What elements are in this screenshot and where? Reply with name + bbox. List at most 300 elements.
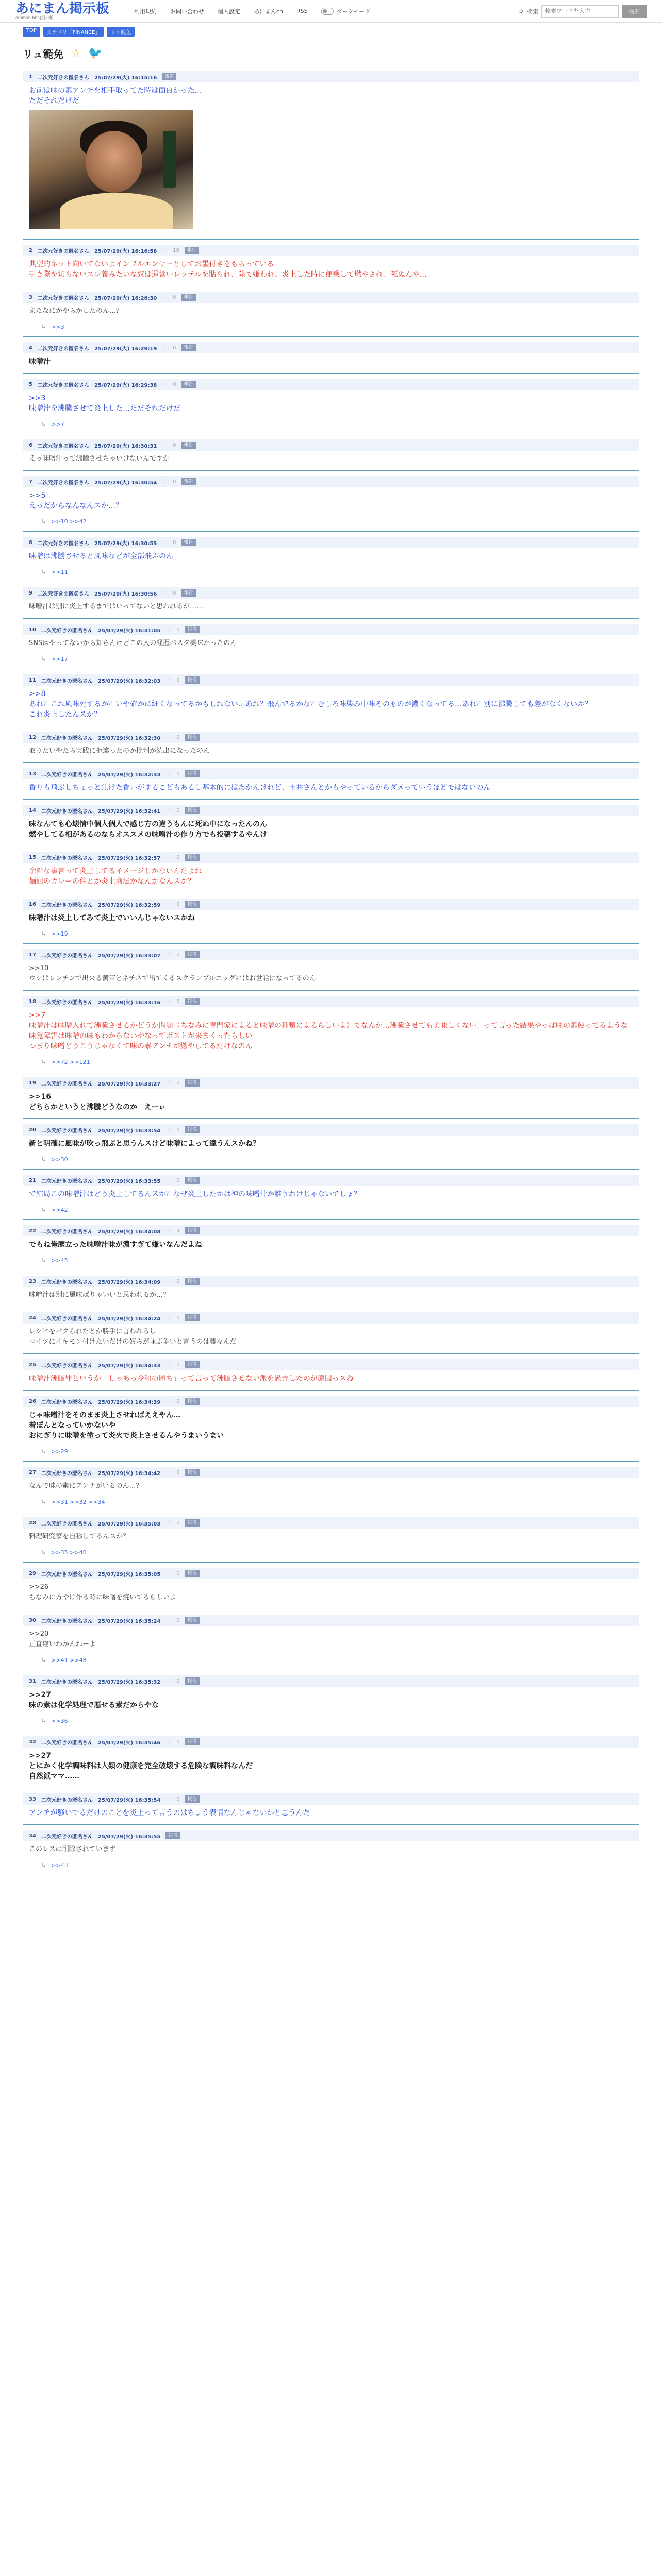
post-body: [23, 256, 639, 280]
post-number[interactable]: 33: [29, 1796, 36, 1802]
like-count: 0: [176, 677, 180, 683]
report-button[interactable]: 報告: [185, 1570, 199, 1577]
post-number[interactable]: 30: [29, 1617, 36, 1623]
search-input[interactable]: [541, 5, 619, 18]
post-text-line: でもね俺歴立った味噌汁味が濃すぎて嫌いなんだよね: [29, 1241, 202, 1249]
heart-icon[interactable]: ♡: [166, 676, 172, 684]
report-button[interactable]: 報告: [162, 73, 176, 80]
reply-icon: ↳: [41, 324, 46, 330]
post: [23, 337, 639, 374]
post-number[interactable]: 17: [29, 952, 36, 958]
post-body: [23, 1324, 639, 1347]
post-author: 二次元好きの匿名さん: [41, 1316, 93, 1322]
post-date: 25/07/29(火) 16:34:33: [97, 1363, 161, 1369]
report-button[interactable]: 報告: [185, 1177, 199, 1184]
report-button[interactable]: 報告: [181, 381, 196, 388]
reply-link[interactable]: >>43: [51, 1862, 68, 1869]
report-button[interactable]: 報告: [185, 1278, 199, 1285]
post-text-line: 着ぼんとなっていかないや: [29, 1421, 115, 1430]
post-text-line: ちなみに方やけ作る時に味噌を焼いてるらしいよ: [29, 1594, 177, 1601]
report-button[interactable]: 報告: [185, 676, 199, 684]
post-author: 二次元好きの匿名さん: [41, 678, 93, 684]
post-date: 25/07/29(火) 16:29:19: [94, 346, 157, 352]
report-button[interactable]: 報告: [185, 1677, 199, 1685]
post-author: 二次元好きの匿名さん: [41, 808, 93, 815]
post-text-line: 余計な事言って炎上してるイメージしかないんだよね: [29, 867, 202, 875]
post-number[interactable]: 7: [29, 479, 32, 485]
heart-icon[interactable]: ♡: [162, 294, 168, 301]
report-button[interactable]: 報告: [185, 901, 199, 908]
post-body: [23, 451, 639, 464]
post-image[interactable]: [29, 110, 193, 229]
reply-link[interactable]: >>19: [51, 930, 68, 937]
post-body: [23, 863, 639, 887]
post-number[interactable]: 31: [29, 1678, 36, 1684]
post-author: 二次元好きの匿名さん: [41, 855, 93, 861]
like-count: 0: [176, 952, 180, 958]
reply-link[interactable]: >>10 >>42: [51, 518, 87, 525]
post: [23, 1609, 639, 1670]
reply-icon: ↳: [41, 930, 46, 937]
report-button[interactable]: 報告: [181, 344, 196, 351]
heart-icon[interactable]: ♡: [162, 442, 168, 449]
post-body: [23, 686, 639, 720]
post-text-line: 自然派ママ……: [29, 1772, 79, 1781]
post-body: [23, 1841, 639, 1855]
heart-icon[interactable]: ♡: [162, 344, 168, 351]
like-count: 0: [173, 345, 176, 351]
post-number[interactable]: 12: [29, 734, 36, 740]
nav-contact[interactable]: お問い合わせ: [170, 8, 204, 15]
reply-links[interactable]: [23, 1650, 639, 1664]
like-count: 0: [173, 479, 176, 485]
post-number[interactable]: 3: [29, 294, 32, 300]
post-text-line: レシピをパクられたとか勝手に言われるし: [29, 1328, 156, 1335]
post-meta: [23, 1568, 639, 1579]
nav-settings[interactable]: 個人設定: [218, 8, 240, 15]
post-meta: [23, 476, 639, 487]
post-number[interactable]: 2: [29, 247, 32, 253]
twitter-share-icon[interactable]: 🐦: [88, 47, 103, 60]
report-button[interactable]: 報告: [185, 998, 199, 1005]
post-meta: [23, 1615, 639, 1626]
report-button[interactable]: 報告: [185, 1126, 199, 1133]
report-button[interactable]: 報告: [185, 1738, 199, 1745]
report-button[interactable]: 報告: [166, 1832, 180, 1839]
post-meta: [23, 1077, 639, 1089]
reply-link[interactable]: >>41 >>48: [51, 1657, 87, 1664]
reply-link[interactable]: >>11: [51, 569, 68, 575]
reply-links[interactable]: [23, 1710, 639, 1724]
like-count: 0: [176, 771, 180, 777]
post-text-line: 引き際を知らないスレ義みたいな奴は運営いレッテルを貼られ、陸で嫌われ、炎上した時に便乗して燃やされ、死ぬんや…: [29, 270, 427, 279]
report-button[interactable]: 報告: [181, 478, 196, 485]
report-button[interactable]: 報告: [185, 951, 199, 958]
post: [23, 1670, 639, 1731]
post-text-line: 新と明確に風味が吹っ飛ぶと思うんスけど味噌によって違うんスかね？: [29, 1140, 260, 1148]
post-author: 二次元好きの匿名さん: [41, 1571, 93, 1578]
heart-icon[interactable]: ♡: [166, 1469, 172, 1476]
post: [23, 1220, 639, 1270]
post-number[interactable]: 23: [29, 1278, 36, 1284]
heart-icon[interactable]: ♡: [166, 1278, 172, 1285]
reply-icon: ↳: [41, 1718, 46, 1724]
reply-links[interactable]: [23, 414, 639, 428]
heart-icon[interactable]: ♡: [162, 247, 168, 254]
post-meta: [23, 949, 639, 960]
post-author: 二次元好きの匿名さん: [41, 953, 93, 959]
post-meta: [23, 1359, 639, 1370]
reply-link[interactable]: >>35 >>40: [51, 1549, 87, 1556]
post-text-line: 燃やしてる相があるのならオススメの味噌汁の作り方でも投稿するやんけ: [29, 831, 267, 839]
post-number[interactable]: 18: [29, 998, 36, 1005]
favorite-star-icon[interactable]: ☆: [71, 47, 81, 60]
post-meta: [23, 245, 639, 256]
reply-link[interactable]: >>17: [51, 656, 68, 663]
heart-icon[interactable]: ♡: [166, 1677, 172, 1685]
report-button[interactable]: 報告: [185, 807, 199, 814]
report-button[interactable]: 報告: [185, 1519, 199, 1527]
post-body: [23, 1089, 639, 1112]
nav-terms[interactable]: 利用規約: [134, 8, 157, 15]
heart-icon[interactable]: ♡: [166, 998, 172, 1005]
reply-links[interactable]: [23, 562, 639, 575]
reply-link[interactable]: >>29: [51, 1448, 68, 1455]
post-number[interactable]: 8: [29, 539, 32, 546]
post-author: 二次元好きの匿名さん: [41, 1740, 93, 1746]
search-label: 検索: [527, 8, 538, 15]
post: [23, 434, 639, 471]
post-number[interactable]: 28: [29, 1520, 36, 1526]
reply-links[interactable]: [23, 923, 639, 937]
post-body: [23, 1007, 639, 1052]
report-button[interactable]: 報告: [181, 539, 196, 546]
post-date: 25/07/29(火) 16:34:24: [97, 1316, 161, 1322]
like-count: 0: [173, 539, 176, 546]
post-body: [23, 1805, 639, 1818]
reply-links[interactable]: [23, 1542, 639, 1556]
post: [23, 669, 639, 726]
heart-icon[interactable]: ♡: [162, 478, 168, 485]
post-author: 二次元好きの匿名さん: [37, 248, 89, 255]
post-author: 二次元好きの匿名さん: [41, 1618, 93, 1624]
post-author: 二次元好きの匿名さん: [37, 75, 89, 81]
reply-icon: ↳: [41, 1257, 46, 1264]
post-body: [23, 487, 639, 511]
post-text-line: このレスは削除されています: [29, 1845, 116, 1853]
reply-links[interactable]: [23, 1441, 639, 1455]
heart-icon[interactable]: ♡: [166, 1617, 172, 1624]
heart-icon[interactable]: ♡: [162, 589, 168, 597]
dark-mode-switch[interactable]: [321, 8, 334, 15]
post-author: 二次元好きの匿名さん: [41, 1229, 93, 1235]
report-button[interactable]: 報告: [185, 1314, 199, 1321]
post-number[interactable]: 24: [29, 1315, 36, 1321]
post-number[interactable]: 11: [29, 677, 36, 683]
post: [23, 619, 639, 669]
nav-animanch[interactable]: あにまんch: [254, 8, 284, 15]
post-meta: [23, 1736, 639, 1748]
post: [23, 1354, 639, 1391]
post-body: [23, 599, 639, 612]
heart-icon[interactable]: ♡: [166, 1227, 172, 1234]
post-number[interactable]: 34: [29, 1833, 36, 1839]
post-date: 25/07/29(火) 16:30:54: [94, 480, 157, 486]
reply-links[interactable]: [23, 1855, 639, 1869]
heart-icon[interactable]: ♡: [166, 901, 172, 908]
post-text-line: 料理研究家を自称してるんスか？: [29, 1533, 130, 1540]
reply-links[interactable]: [23, 1492, 639, 1505]
post: [23, 1307, 639, 1354]
like-count: 0: [176, 734, 180, 740]
post-text-line: 味噌は沸騰させると風味などが全部飛ぶのん: [29, 552, 173, 561]
post-author: 二次元好きの匿名さん: [37, 591, 89, 597]
post-text-line: つまり味噌どうこうじゃなくて味の素アンチが燃やしてるだけなのん: [29, 1042, 253, 1050]
post-number[interactable]: 32: [29, 1739, 36, 1745]
post-date: 25/07/29(火) 16:30:31: [94, 443, 157, 449]
dark-mode-toggle[interactable]: [321, 7, 371, 15]
post-meta: [23, 674, 639, 686]
post: [23, 893, 639, 944]
post: [23, 846, 639, 893]
post-date: 25/07/29(火) 16:32:57: [97, 855, 161, 861]
post-text-line: >>8: [29, 690, 46, 698]
like-count: 0: [176, 1278, 180, 1284]
heart-icon[interactable]: ♡: [166, 1738, 172, 1745]
reply-icon: ↳: [41, 569, 46, 575]
reply-link[interactable]: >>36: [51, 1718, 68, 1724]
post: [23, 286, 639, 337]
post-date: 25/07/29(火) 16:35:03: [97, 1521, 161, 1527]
post-body: [23, 1687, 639, 1710]
search-button[interactable]: 検索: [622, 5, 647, 18]
post-number[interactable]: 4: [29, 345, 32, 351]
report-button[interactable]: 報告: [185, 1079, 199, 1087]
like-count: 0: [176, 807, 180, 814]
post-author: 二次元好きの匿名さん: [41, 902, 93, 908]
post-body: [23, 635, 639, 649]
post-number[interactable]: 6: [29, 442, 32, 448]
post: [23, 800, 639, 846]
reply-icon: ↳: [41, 656, 46, 663]
like-count: 0: [173, 590, 176, 596]
post: [23, 1512, 639, 1563]
post-meta: [23, 1675, 639, 1687]
heart-icon[interactable]: ♡: [166, 1314, 172, 1321]
post-text-line: えっ味噌汁って沸騰させちゃいけないんですか: [29, 455, 170, 463]
reply-link[interactable]: >>7: [51, 421, 64, 428]
post-body: [23, 960, 639, 984]
reply-link[interactable]: >>45: [51, 1257, 68, 1264]
post-meta: [23, 852, 639, 863]
post-body: [23, 303, 639, 316]
post-text-line: 味なんても心壊情中個人個人で感じ方の違うもんに死ぬ中になったんのん: [29, 820, 267, 828]
heart-icon[interactable]: ♡: [166, 1177, 172, 1184]
report-button[interactable]: 報告: [185, 770, 199, 777]
report-button[interactable]: 報告: [181, 442, 196, 449]
post-number[interactable]: 16: [29, 901, 36, 907]
reply-icon: ↳: [41, 1156, 46, 1163]
reply-links[interactable]: [23, 1149, 639, 1163]
post-meta: [23, 624, 639, 635]
reply-link[interactable]: >>42: [51, 1207, 68, 1213]
reply-links[interactable]: [23, 1199, 639, 1213]
like-count: 0: [173, 442, 176, 448]
report-button[interactable]: 報告: [185, 1617, 199, 1624]
like-count: 0: [176, 1739, 180, 1745]
heart-icon[interactable]: ♡: [166, 770, 172, 777]
post-text-line: SNSはやってないから知らんけどこの人の経歴パスタ美味かったのん: [29, 639, 237, 647]
report-button[interactable]: 報告: [185, 854, 199, 861]
heart-icon[interactable]: ♡: [166, 1361, 172, 1368]
post-number[interactable]: 29: [29, 1570, 36, 1577]
post-number[interactable]: 14: [29, 807, 36, 814]
post-list: [23, 66, 639, 1875]
post-number[interactable]: 5: [29, 381, 32, 387]
post-author: 二次元好きの匿名さん: [41, 1399, 93, 1405]
post-date: 25/07/29(火) 16:32:03: [97, 678, 161, 684]
nav-rss[interactable]: RSS: [296, 8, 308, 14]
report-button[interactable]: 報告: [185, 1227, 199, 1234]
post-body: [23, 1529, 639, 1542]
post-text-line: >>16: [29, 1093, 51, 1101]
reply-link[interactable]: >>3: [51, 324, 64, 330]
post-number[interactable]: 19: [29, 1080, 36, 1086]
dark-mode-label: ダークモード: [336, 8, 371, 15]
post-author: 二次元好きの匿名さん: [37, 540, 89, 547]
post-meta: [23, 805, 639, 816]
post-meta: [23, 996, 639, 1007]
report-button[interactable]: 報告: [185, 734, 199, 741]
post-body: [23, 1186, 639, 1199]
heart-icon[interactable]: ♡: [166, 1519, 172, 1527]
post-meta: [23, 379, 639, 390]
thread-title: リュ範免: [23, 48, 64, 60]
heart-icon[interactable]: ♡: [166, 951, 172, 958]
post-text-line: とにかく化学調味料は人類の健康を完全破壊する危険な調味料なんだ: [29, 1762, 253, 1770]
post-text-line: これ炎上したんスか？: [29, 710, 101, 719]
post-meta: [23, 732, 639, 743]
post: [23, 1170, 639, 1220]
site-logo[interactable]: [15, 2, 124, 21]
like-count: 0: [176, 1362, 180, 1368]
post-text-line: ウシはレンチンで出来る黄苗とネチネで出てくるスクランブルエッグにはお世話になってるのん: [29, 975, 316, 982]
post-body: [23, 1136, 639, 1149]
reply-link[interactable]: >>31 >>32 >>34: [51, 1499, 105, 1505]
heart-icon[interactable]: ♡: [166, 626, 172, 633]
heart-icon[interactable]: ♡: [162, 539, 168, 546]
post-date: 25/07/29(火) 16:31:05: [97, 628, 161, 634]
post-number[interactable]: 26: [29, 1398, 36, 1404]
post-number[interactable]: 13: [29, 771, 36, 777]
reply-link[interactable]: >>30: [51, 1156, 68, 1163]
post-date: 25/07/29(火) 16:26:30: [94, 295, 157, 301]
heart-icon[interactable]: ♡: [166, 1398, 172, 1405]
heart-icon[interactable]: ♡: [166, 1795, 172, 1803]
post-date: 25/07/29(火) 16:34:42: [97, 1470, 161, 1477]
post-date: 25/07/29(火) 16:34:39: [97, 1399, 161, 1405]
like-count: 0: [176, 1469, 180, 1476]
reply-icon: ↳: [41, 421, 46, 428]
breadcrumb-top[interactable]: TOP: [23, 27, 40, 37]
reply-links[interactable]: [23, 1250, 639, 1264]
like-count: 0: [176, 1080, 180, 1086]
post-date: 25/07/29(火) 16:32:59: [97, 902, 161, 908]
reply-link[interactable]: >>72 >>121: [51, 1059, 90, 1065]
post-meta: [23, 342, 639, 353]
post-text-line: 典型的ネット向いてないよインフルエンサーとしてお墨付きをもらっている: [29, 260, 274, 268]
like-count: 16: [173, 247, 179, 253]
report-button[interactable]: 報告: [185, 626, 199, 633]
post: [23, 471, 639, 532]
post-text-line: 味噌汁: [29, 358, 51, 366]
post-body: [23, 390, 639, 414]
like-count: 0: [176, 1520, 180, 1526]
heart-icon[interactable]: ♡: [166, 1079, 172, 1087]
heart-icon[interactable]: ♡: [166, 807, 172, 814]
heart-icon[interactable]: ♡: [162, 381, 168, 388]
heart-icon[interactable]: ♡: [166, 1570, 172, 1577]
heart-icon[interactable]: ♡: [166, 734, 172, 741]
post-author: 二次元好きの匿名さん: [37, 346, 89, 352]
reply-icon: ↳: [41, 518, 46, 525]
report-button[interactable]: 報告: [185, 1398, 199, 1405]
report-button[interactable]: 報告: [181, 589, 196, 597]
post-meta: [23, 1175, 639, 1186]
heart-icon[interactable]: ♡: [166, 854, 172, 861]
reply-links[interactable]: [23, 511, 639, 525]
reply-links[interactable]: [23, 649, 639, 663]
post-number[interactable]: 22: [29, 1228, 36, 1234]
report-button[interactable]: 報告: [185, 1469, 199, 1476]
post-number[interactable]: 27: [29, 1469, 36, 1476]
post-number[interactable]: 20: [29, 1127, 36, 1133]
like-count: 0: [176, 626, 180, 633]
search-icon: ⌕: [518, 6, 524, 16]
report-button[interactable]: 報告: [185, 1795, 199, 1803]
post-date: 25/07/29(火) 16:34:09: [97, 1279, 161, 1285]
post-number[interactable]: 25: [29, 1362, 36, 1368]
report-button[interactable]: 報告: [185, 247, 199, 254]
post-number[interactable]: 10: [29, 626, 36, 633]
post-number[interactable]: 1: [29, 74, 32, 80]
post-body: [23, 1626, 639, 1650]
report-button[interactable]: 報告: [185, 1361, 199, 1368]
like-count: 0: [173, 294, 176, 300]
post-date: 25/07/29(火) 16:16:58: [94, 248, 157, 255]
post-number[interactable]: 9: [29, 590, 32, 596]
post-meta: [23, 1793, 639, 1805]
breadcrumb-category[interactable]: カテゴリ「FINANCE」: [43, 27, 104, 37]
heart-icon[interactable]: ♡: [166, 1126, 172, 1133]
reply-links[interactable]: [23, 1052, 639, 1065]
breadcrumb-thread[interactable]: リュ範免: [107, 27, 135, 37]
report-button[interactable]: 報告: [181, 294, 196, 301]
like-count: 0: [176, 998, 180, 1005]
reply-links[interactable]: [23, 316, 639, 330]
post-text-line: >>7: [29, 1011, 46, 1020]
post-author: 二次元好きの匿名さん: [41, 772, 93, 778]
post-text-line: コイツにイキモン付けたいだけの奴らが並ぶ争いと言うのは嘘なんだ: [29, 1338, 237, 1346]
post-number[interactable]: 21: [29, 1177, 36, 1183]
post-meta: [23, 537, 639, 548]
reply-icon: ↳: [41, 1657, 46, 1664]
post-text-line: 正直違いわかんねーよ: [29, 1640, 96, 1648]
post-author: 二次元好きの匿名さん: [41, 1081, 93, 1087]
post-number[interactable]: 15: [29, 854, 36, 860]
main-nav: [134, 7, 370, 15]
logo-subtitle: animan bbs|掲示板: [15, 15, 54, 20]
